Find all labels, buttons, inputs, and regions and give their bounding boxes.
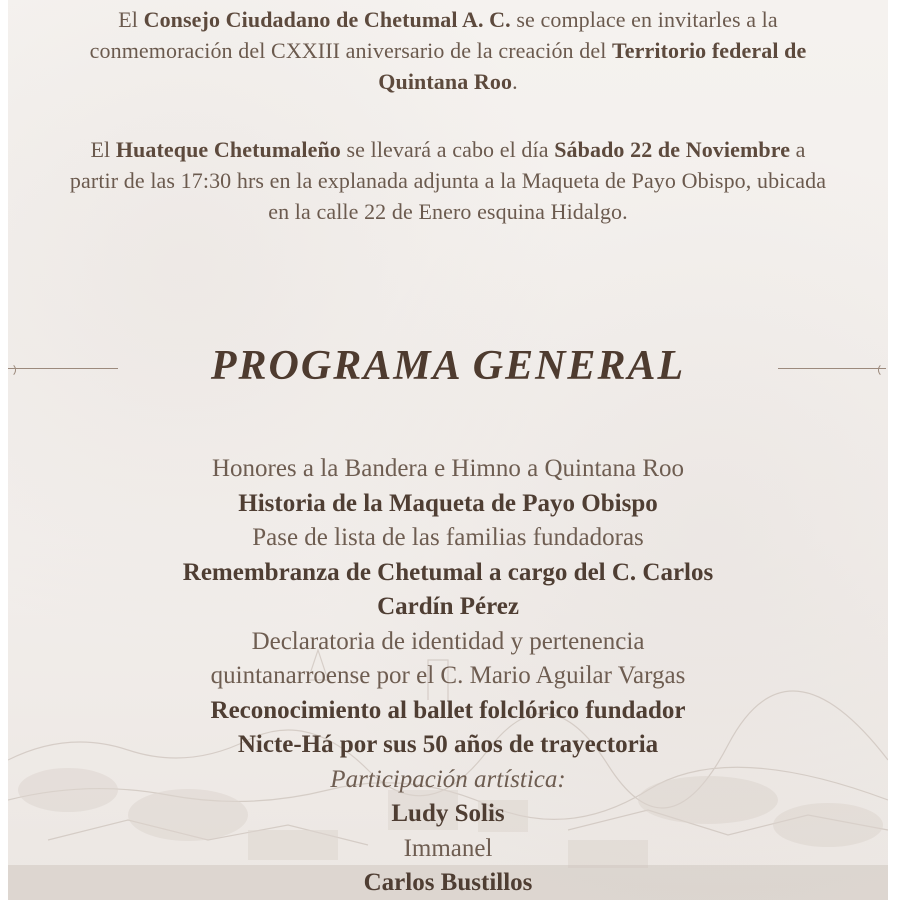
text-segment: . bbox=[512, 69, 518, 94]
program-item: Nicte-Há por sus 50 años de trayectoria bbox=[237, 731, 659, 758]
event-name: Huateque Chetumaleño bbox=[115, 137, 341, 162]
program-list bbox=[8, 452, 888, 900]
performer-name: Carlos Bustillos bbox=[363, 869, 533, 896]
program-title: PROGRAMA GENERAL bbox=[210, 343, 686, 389]
text-segment: a partir de las 17:30 hrs en la explanada adjunta a la Maqueta de Payo Obispo, ubicada en la calle 22 de Enero esquina Hidalgo. bbox=[69, 137, 827, 224]
program-item: Declaratoria de identidad y pertenencia bbox=[251, 627, 645, 655]
program-header bbox=[8, 338, 888, 398]
invitation-card bbox=[8, 0, 888, 900]
decorative-rule-right bbox=[778, 368, 886, 369]
program-item: Remembranza de Chetumal a cargo del C. Carlos bbox=[182, 558, 714, 586]
event-details-paragraph bbox=[68, 134, 828, 227]
program-item: quintanarroense por el C. Mario Aguilar Vargas bbox=[210, 662, 686, 689]
program-item: Pase de lista de las familias fundadoras bbox=[252, 524, 644, 551]
text-segment: El bbox=[118, 7, 144, 32]
territory-name: Territorio federal de Quintana Roo bbox=[378, 38, 807, 94]
program-item: Historia de la Maqueta de Payo Obispo bbox=[238, 489, 658, 517]
program-item: Honores a la Bandera e Himno a Quintana Roo bbox=[211, 455, 685, 482]
text-segment: se complace en invitarles a la conmemoración del CXXIII aniversario de la creación del bbox=[89, 7, 778, 63]
performer-name: Ludy Solis bbox=[391, 800, 505, 827]
performer-name: Immanel bbox=[403, 834, 493, 862]
program-item: Reconocimiento al ballet folclórico fundador bbox=[210, 696, 686, 724]
invitation-paragraph bbox=[68, 4, 828, 97]
text-segment: El bbox=[90, 137, 116, 162]
text-segment: se llevará a cabo el día bbox=[340, 137, 555, 162]
event-date: Sábado 22 de Noviembre bbox=[554, 137, 791, 162]
organizer-name: Consejo Ciudadano de Chetumal A. C. bbox=[143, 7, 511, 32]
program-item: Participación artística: bbox=[330, 765, 566, 793]
program-item: Cardín Pérez bbox=[377, 593, 519, 620]
